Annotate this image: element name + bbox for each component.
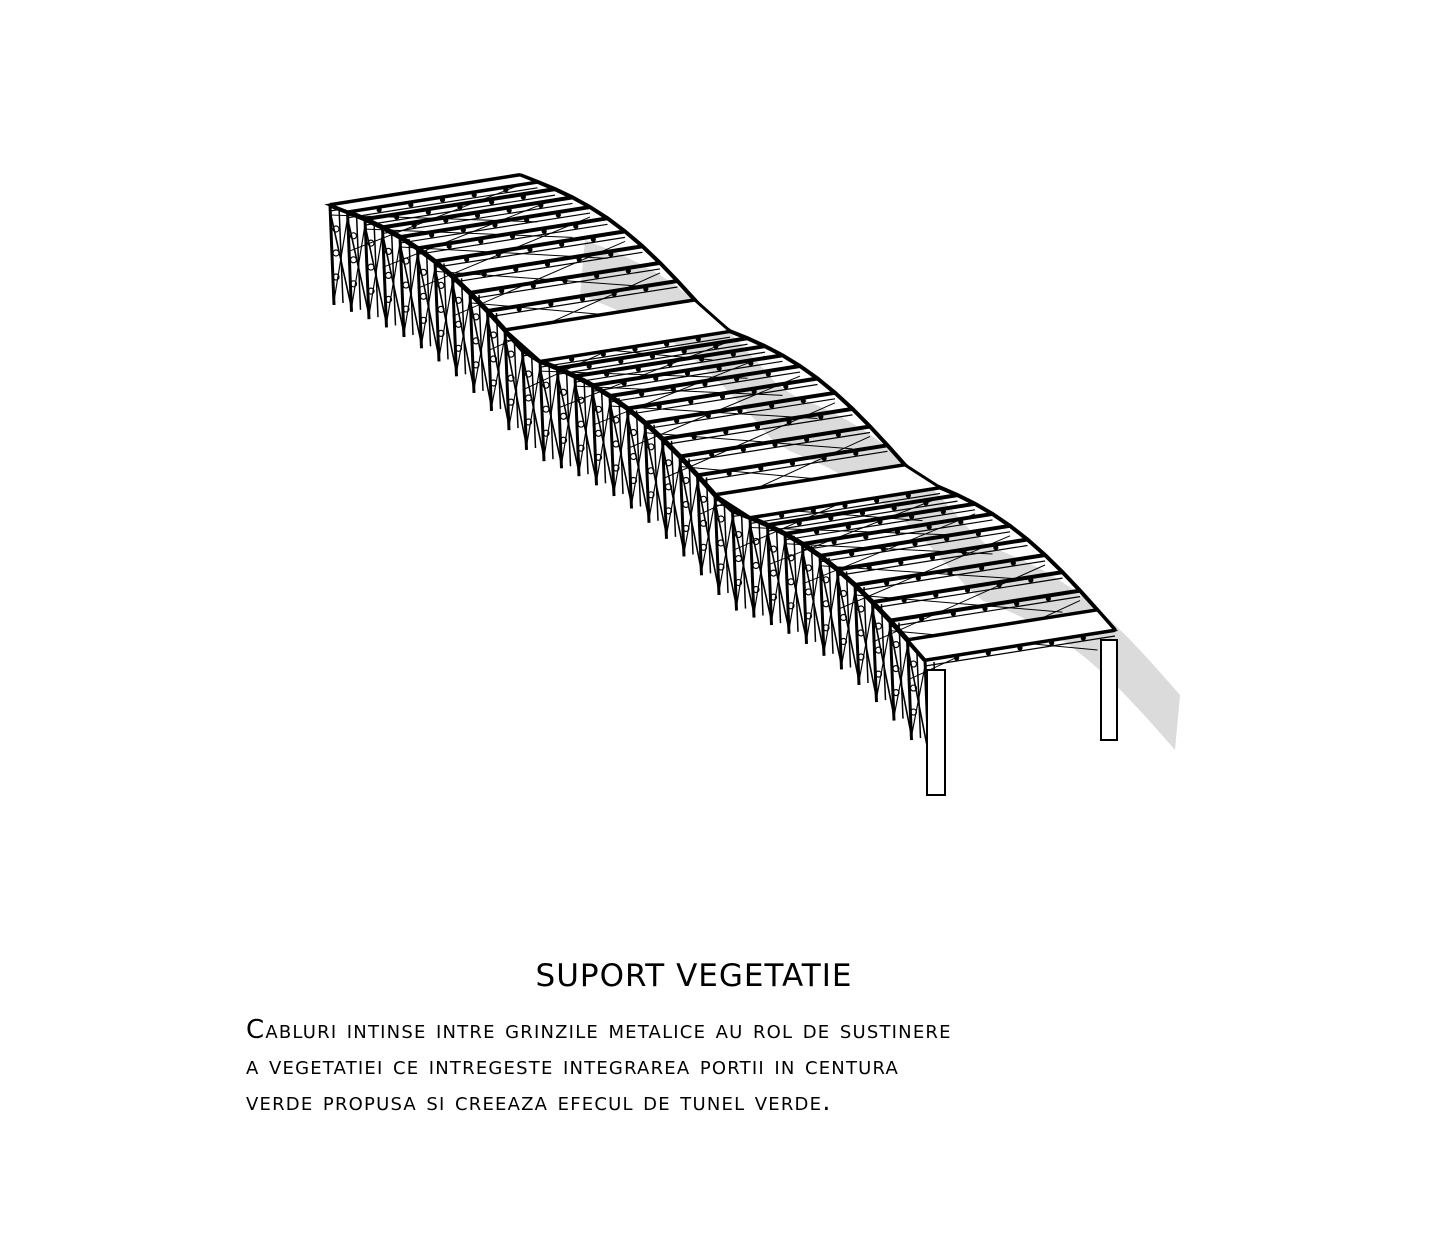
- bolt: [853, 451, 858, 456]
- bolt: [562, 278, 567, 283]
- transverse-beam-edge: [400, 213, 590, 243]
- bolt: [702, 381, 707, 386]
- bolt: [368, 264, 374, 270]
- bolt: [860, 510, 865, 515]
- bolt: [542, 229, 547, 234]
- bolt: [1046, 596, 1051, 601]
- bolt: [881, 546, 886, 551]
- bolt: [626, 268, 631, 273]
- bolt: [443, 218, 448, 223]
- bolt: [933, 593, 938, 598]
- bolt: [333, 250, 339, 256]
- bolt: [667, 362, 672, 367]
- cross-brace: [737, 524, 751, 607]
- bolt: [524, 217, 529, 222]
- bolt: [682, 349, 687, 354]
- bolt: [526, 395, 532, 401]
- bolt: [674, 418, 679, 423]
- bolt: [846, 524, 851, 529]
- truss-frames: [330, 175, 1115, 760]
- bolt: [688, 399, 693, 404]
- bolt: [930, 555, 935, 560]
- bolt: [578, 421, 584, 427]
- bolt: [951, 611, 956, 616]
- bolt: [814, 529, 819, 534]
- bolt: [982, 606, 987, 611]
- cross-brace: [544, 374, 558, 457]
- bolt: [527, 247, 532, 252]
- bolt: [351, 257, 357, 263]
- bolt: [772, 442, 777, 447]
- bolt: [787, 419, 792, 424]
- bolt: [997, 583, 1002, 588]
- bolt: [461, 227, 466, 232]
- bolt: [1014, 601, 1019, 606]
- bolt: [612, 291, 617, 296]
- bolt: [979, 565, 984, 570]
- bolt: [958, 519, 963, 524]
- bolt: [736, 556, 742, 562]
- bolt: [447, 244, 452, 249]
- bolt: [587, 364, 592, 369]
- bolt: [993, 545, 998, 550]
- bolt: [752, 389, 757, 394]
- bolt: [457, 205, 462, 210]
- bolt: [962, 550, 967, 555]
- bolt: [521, 195, 526, 200]
- bolt: [790, 461, 795, 466]
- bolt: [1028, 578, 1033, 583]
- bolt: [965, 588, 970, 593]
- bolt: [912, 541, 917, 546]
- bolt: [594, 273, 599, 278]
- bolt: [944, 536, 949, 541]
- bolt: [650, 354, 655, 359]
- bolt: [1011, 560, 1016, 565]
- bolt: [836, 432, 841, 437]
- bolt: [947, 570, 952, 575]
- bolt: [510, 234, 515, 239]
- bolt: [475, 213, 480, 218]
- bolt: [636, 367, 641, 372]
- bolt: [766, 371, 771, 376]
- bolt: [713, 344, 718, 349]
- caption-line-3: verde propusa si creeaza efecul de tunel verde.: [246, 1087, 832, 1117]
- cross-brace: [754, 531, 768, 613]
- bolt: [538, 203, 543, 208]
- bolt: [618, 359, 623, 364]
- bolt: [559, 242, 564, 247]
- bolt: [692, 434, 697, 439]
- drawing-title: SUPORT VEGETATIE: [535, 958, 853, 994]
- bolt: [723, 429, 728, 434]
- bolt: [556, 212, 561, 217]
- bolt: [591, 237, 596, 242]
- bolt: [577, 257, 582, 262]
- bolt: [877, 519, 882, 524]
- bolt: [801, 398, 806, 403]
- bolt: [464, 257, 469, 262]
- bolt: [941, 509, 946, 514]
- bolt: [531, 283, 536, 288]
- cross-brace: [334, 218, 348, 301]
- bolt: [867, 565, 872, 570]
- front-post: [1101, 640, 1117, 740]
- bolt: [731, 352, 736, 357]
- bolt: [513, 267, 518, 272]
- bolt: [517, 306, 522, 311]
- bolt: [916, 575, 921, 580]
- bolt: [548, 301, 553, 306]
- bolt: [797, 520, 802, 525]
- bolt: [706, 413, 711, 418]
- bolt: [639, 391, 644, 396]
- bolt: [496, 252, 501, 257]
- bolt: [596, 430, 602, 436]
- bolt: [507, 208, 512, 213]
- bolt: [720, 394, 725, 399]
- bolt: [499, 288, 504, 293]
- bolt: [543, 406, 549, 412]
- bolt: [608, 252, 613, 257]
- bolt: [919, 616, 924, 621]
- bolt: [771, 570, 777, 576]
- bolt: [828, 515, 833, 520]
- bolt: [741, 447, 746, 452]
- bolt: [753, 563, 759, 569]
- bolt: [394, 215, 399, 220]
- bolt: [545, 262, 550, 267]
- bolt: [895, 529, 900, 534]
- drawing-caption: [246, 1012, 1246, 1120]
- bolt: [482, 272, 487, 277]
- bolt: [412, 223, 417, 228]
- bolt: [898, 560, 903, 565]
- bolt: [818, 414, 823, 419]
- bolt: [643, 286, 648, 291]
- bolt: [653, 376, 658, 381]
- bolt: [561, 413, 567, 419]
- bolt: [788, 579, 794, 585]
- bolt: [622, 381, 627, 386]
- bolt: [892, 505, 897, 510]
- deck-segments: [330, 175, 1117, 795]
- front-post: [927, 670, 945, 795]
- cross-brace: [352, 225, 366, 308]
- bolt: [429, 232, 434, 237]
- bolt: [492, 222, 497, 227]
- bolt: [709, 452, 714, 457]
- bolt: [758, 466, 763, 471]
- bolt: [769, 403, 774, 408]
- bolt: [604, 372, 609, 377]
- bolt: [717, 366, 722, 371]
- caption-line-1: Cabluri intinse intre grinzile metalice au rol de sustinere: [246, 1015, 952, 1045]
- bolt: [671, 386, 676, 391]
- bolt: [849, 551, 854, 556]
- bolt: [478, 239, 483, 244]
- bolt: [884, 580, 889, 585]
- bolt: [902, 598, 907, 603]
- bolt: [909, 514, 914, 519]
- bolt: [426, 210, 431, 215]
- bolt: [573, 224, 578, 229]
- bolt: [580, 296, 585, 301]
- bolt: [923, 500, 928, 505]
- bolt: [748, 361, 753, 366]
- bolt: [489, 200, 494, 205]
- bolt: [737, 408, 742, 413]
- bolt: [804, 437, 809, 442]
- bolt: [657, 404, 662, 409]
- bolt: [927, 524, 932, 529]
- bolt: [755, 424, 760, 429]
- bolt: [976, 531, 981, 536]
- bolt: [386, 272, 392, 278]
- bolt: [783, 384, 788, 389]
- bolt: [699, 357, 704, 362]
- bolt: [685, 371, 690, 376]
- caption-line-2: a vegetatiei ce intregeste integrarea portii in centura: [246, 1051, 900, 1081]
- bolt: [734, 376, 739, 381]
- bolt: [822, 456, 827, 461]
- bolt: [863, 534, 868, 539]
- bolt: [832, 539, 837, 544]
- bolt: [727, 471, 732, 476]
